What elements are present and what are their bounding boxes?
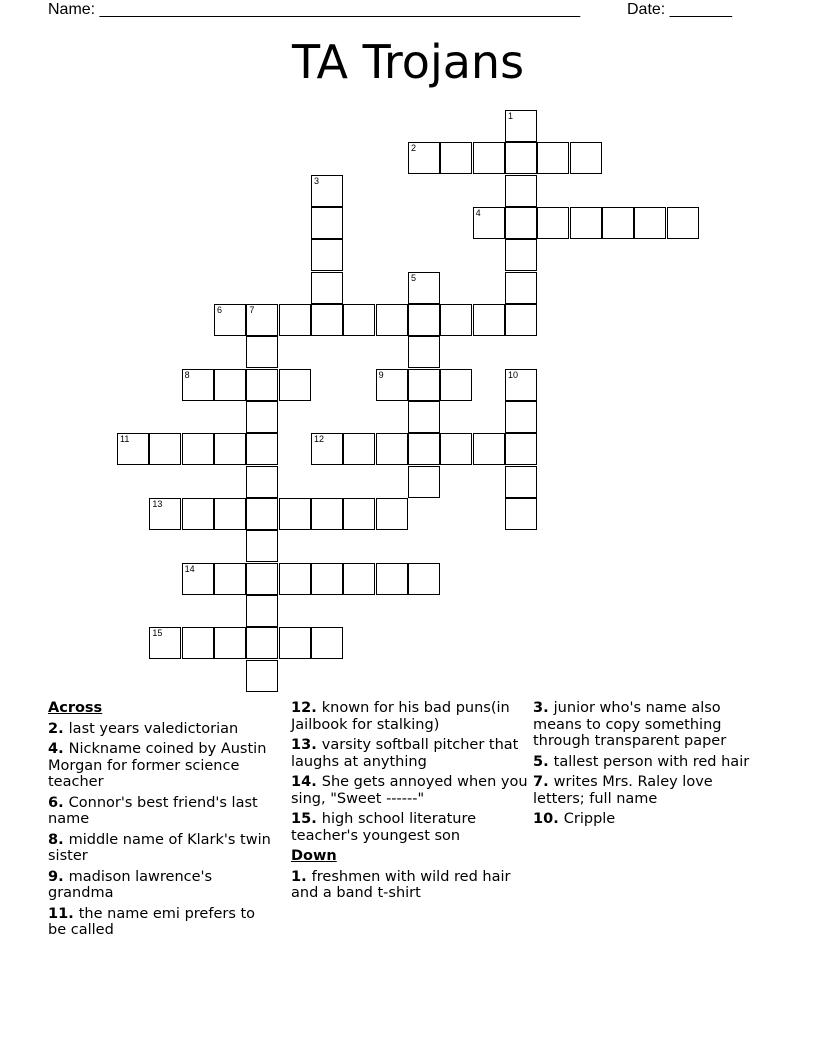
clue-item: 7. writes Mrs. Raley love letters; full name — [533, 774, 713, 807]
clue-item: 10. Cripple — [533, 811, 616, 827]
grid-cell — [182, 498, 214, 530]
grid-cell — [246, 563, 278, 595]
grid-cell — [440, 304, 472, 336]
grid-cell — [214, 563, 246, 595]
grid-cell — [246, 660, 278, 692]
name-field-label: Name: ______________________________________________________ — [48, 1, 581, 18]
grid-cell — [440, 433, 472, 465]
grid-cell — [246, 369, 278, 401]
down-heading: Down — [291, 848, 337, 864]
grid-cell — [246, 401, 278, 433]
date-field-label: Date: _______ — [627, 1, 732, 18]
grid-cell — [246, 530, 278, 562]
clue-text: middle name of Klark's twin sister — [48, 831, 271, 864]
clue-number: 1 — [291, 868, 302, 885]
clue-text: varsity softball pitcher that laughs at anything — [291, 737, 519, 770]
grid-cell — [311, 304, 343, 336]
clue-item: 8. middle name of Klark's twin sister — [48, 831, 271, 864]
grid-cell — [505, 369, 537, 401]
clue-item: 15. high school literature teacher's youngest son — [291, 811, 477, 844]
grid-cell — [570, 142, 602, 174]
clue-number: 13 — [291, 737, 312, 753]
grid-number: 11 — [120, 434, 130, 445]
grid-cell — [311, 433, 343, 465]
clue-number: 9 — [48, 868, 59, 885]
grid-cell — [505, 466, 537, 498]
clue-item: 3. junior who's name also means to copy something through transparent paper — [533, 700, 727, 749]
clue-text: high school literature teacher's youngest son — [291, 811, 477, 844]
grid-cell — [408, 401, 440, 433]
grid-cell — [214, 627, 246, 659]
across-heading: Across — [48, 700, 103, 716]
clues-column-1 — [48, 700, 273, 943]
clues-column-3 — [533, 700, 763, 832]
grid-cell — [473, 207, 505, 239]
grid-cell — [149, 498, 181, 530]
clues-column-2 — [291, 700, 531, 906]
grid-cell — [214, 369, 246, 401]
grid-cell — [246, 304, 278, 336]
clue-item: 6. Connor's best friend's last name — [48, 794, 258, 827]
grid-cell — [149, 627, 181, 659]
grid-cell — [311, 627, 343, 659]
grid-cell — [311, 498, 343, 530]
grid-number: 4 — [475, 207, 481, 218]
grid-number: 5 — [410, 272, 416, 283]
grid-cell — [343, 498, 375, 530]
grid-cell — [376, 433, 408, 465]
grid-number: 9 — [378, 369, 384, 380]
clue-number: 3 — [533, 700, 544, 716]
grid-cell — [473, 433, 505, 465]
clue-number: 15 — [291, 811, 312, 827]
grid-cell — [311, 239, 343, 271]
clue-item: 14. She gets annoyed when you sing, "Sweet ------" — [291, 774, 528, 807]
clue-item: 13. varsity softball pitcher that laughs at anything — [291, 737, 519, 770]
grid-cell — [246, 466, 278, 498]
grid-cell — [505, 175, 537, 207]
clue-item: 5. tallest person with red hair — [533, 753, 750, 770]
grid-cell — [408, 466, 440, 498]
grid-cell — [311, 272, 343, 304]
grid-cell — [408, 272, 440, 304]
clue-number: 10 — [533, 811, 554, 827]
clue-text: Nickname coined by Austin Morgan for former science teacher — [48, 741, 267, 790]
grid-cell — [505, 498, 537, 530]
grid-cell — [440, 142, 472, 174]
grid-number: 10 — [507, 369, 518, 380]
clue-text: Cripple — [563, 811, 616, 827]
grid-cell — [408, 304, 440, 336]
grid-cell — [279, 627, 311, 659]
grid-number: 12 — [313, 434, 324, 445]
grid-cell — [311, 175, 343, 207]
clue-number: 5 — [533, 753, 544, 770]
clue-item: 4. Nickname coined by Austin Morgan for former science teacher — [48, 741, 267, 790]
grid-cell — [667, 207, 699, 239]
grid-number: 6 — [216, 304, 222, 315]
clue-text: She gets annoyed when you sing, "Sweet ------" — [291, 774, 528, 807]
clue-number: 4 — [48, 741, 59, 757]
grid-cell — [214, 304, 246, 336]
grid-cell — [182, 627, 214, 659]
page-title: TA Trojans — [291, 35, 525, 89]
grid-cell — [214, 498, 246, 530]
grid-cell — [473, 142, 505, 174]
clue-item: 1. freshmen with wild red hair and a band t-shirt — [291, 868, 511, 901]
grid-cell — [505, 272, 537, 304]
grid-cell — [537, 207, 569, 239]
grid-cell — [505, 239, 537, 271]
grid-cell — [246, 433, 278, 465]
grid-cell — [376, 369, 408, 401]
grid-cell — [570, 207, 602, 239]
grid-cell — [505, 304, 537, 336]
clue-number: 12 — [291, 700, 312, 716]
clue-text: junior who's name also means to copy something through transparent paper — [533, 700, 727, 749]
grid-cell — [279, 304, 311, 336]
grid-cell — [505, 207, 537, 239]
clue-item: 2. last years valedictorian — [48, 720, 239, 737]
grid-cell — [117, 433, 149, 465]
grid-cell — [279, 498, 311, 530]
grid-cell — [343, 563, 375, 595]
grid-cell — [537, 142, 569, 174]
grid-cell — [505, 401, 537, 433]
grid-cell — [246, 627, 278, 659]
grid-cell — [408, 142, 440, 174]
grid-cell — [505, 433, 537, 465]
grid-cell — [440, 369, 472, 401]
grid-cell — [505, 142, 537, 174]
grid-cell — [311, 207, 343, 239]
clue-text: known for his bad puns(in Jailbook for stalking) — [291, 700, 510, 733]
grid-cell — [376, 498, 408, 530]
grid-number: 8 — [184, 369, 190, 380]
clue-text: last years valedictorian — [68, 720, 239, 737]
grid-cell — [343, 304, 375, 336]
clue-number: 11 — [48, 905, 69, 922]
grid-cell — [473, 304, 505, 336]
clue-text: the name emi prefers to be called — [48, 905, 256, 938]
clue-text: freshmen with wild red hair and a band t-shirt — [291, 868, 511, 901]
clue-item: 11. the name emi prefers to be called — [48, 905, 256, 938]
grid-cell — [634, 207, 666, 239]
grid-number: 2 — [410, 143, 416, 154]
grid-cell — [408, 433, 440, 465]
clue-number: 8 — [48, 831, 59, 848]
grid-cell — [408, 336, 440, 368]
grid-cell — [505, 110, 537, 142]
grid-cell — [343, 433, 375, 465]
grid-cell — [279, 369, 311, 401]
clue-item: 9. madison lawrence's grandma — [48, 868, 213, 901]
grid-cell — [149, 433, 181, 465]
grid-cell — [182, 369, 214, 401]
grid-cell — [246, 595, 278, 627]
grid-number: 15 — [152, 628, 163, 639]
grid-cell — [376, 563, 408, 595]
grid-cell — [376, 304, 408, 336]
grid-number: 1 — [507, 111, 513, 121]
grid-cell — [182, 563, 214, 595]
grid-cell — [182, 433, 214, 465]
grid-number: 3 — [313, 175, 319, 186]
grid-cell — [311, 563, 343, 595]
clue-item: 12. known for his bad puns(in Jailbook for stalking) — [291, 700, 510, 733]
grid-cell — [279, 563, 311, 595]
grid-cell — [408, 369, 440, 401]
grid-number: 7 — [249, 304, 255, 315]
clue-text: tallest person with red hair — [553, 753, 750, 770]
grid-cell — [602, 207, 634, 239]
clue-text: writes Mrs. Raley love letters; full name — [533, 774, 713, 807]
grid-number: 14 — [184, 563, 195, 574]
grid-cell — [408, 563, 440, 595]
clue-text: madison lawrence's grandma — [48, 868, 213, 901]
clue-text: Connor's best friend's last name — [48, 794, 258, 827]
clue-number: 6 — [48, 794, 59, 811]
grid-cell — [246, 498, 278, 530]
grid-number: 13 — [152, 498, 163, 509]
grid-cell — [246, 336, 278, 368]
clue-number: 7 — [533, 774, 544, 790]
clue-number: 2 — [48, 720, 59, 737]
grid-cell — [214, 433, 246, 465]
clue-number: 14 — [291, 774, 312, 790]
